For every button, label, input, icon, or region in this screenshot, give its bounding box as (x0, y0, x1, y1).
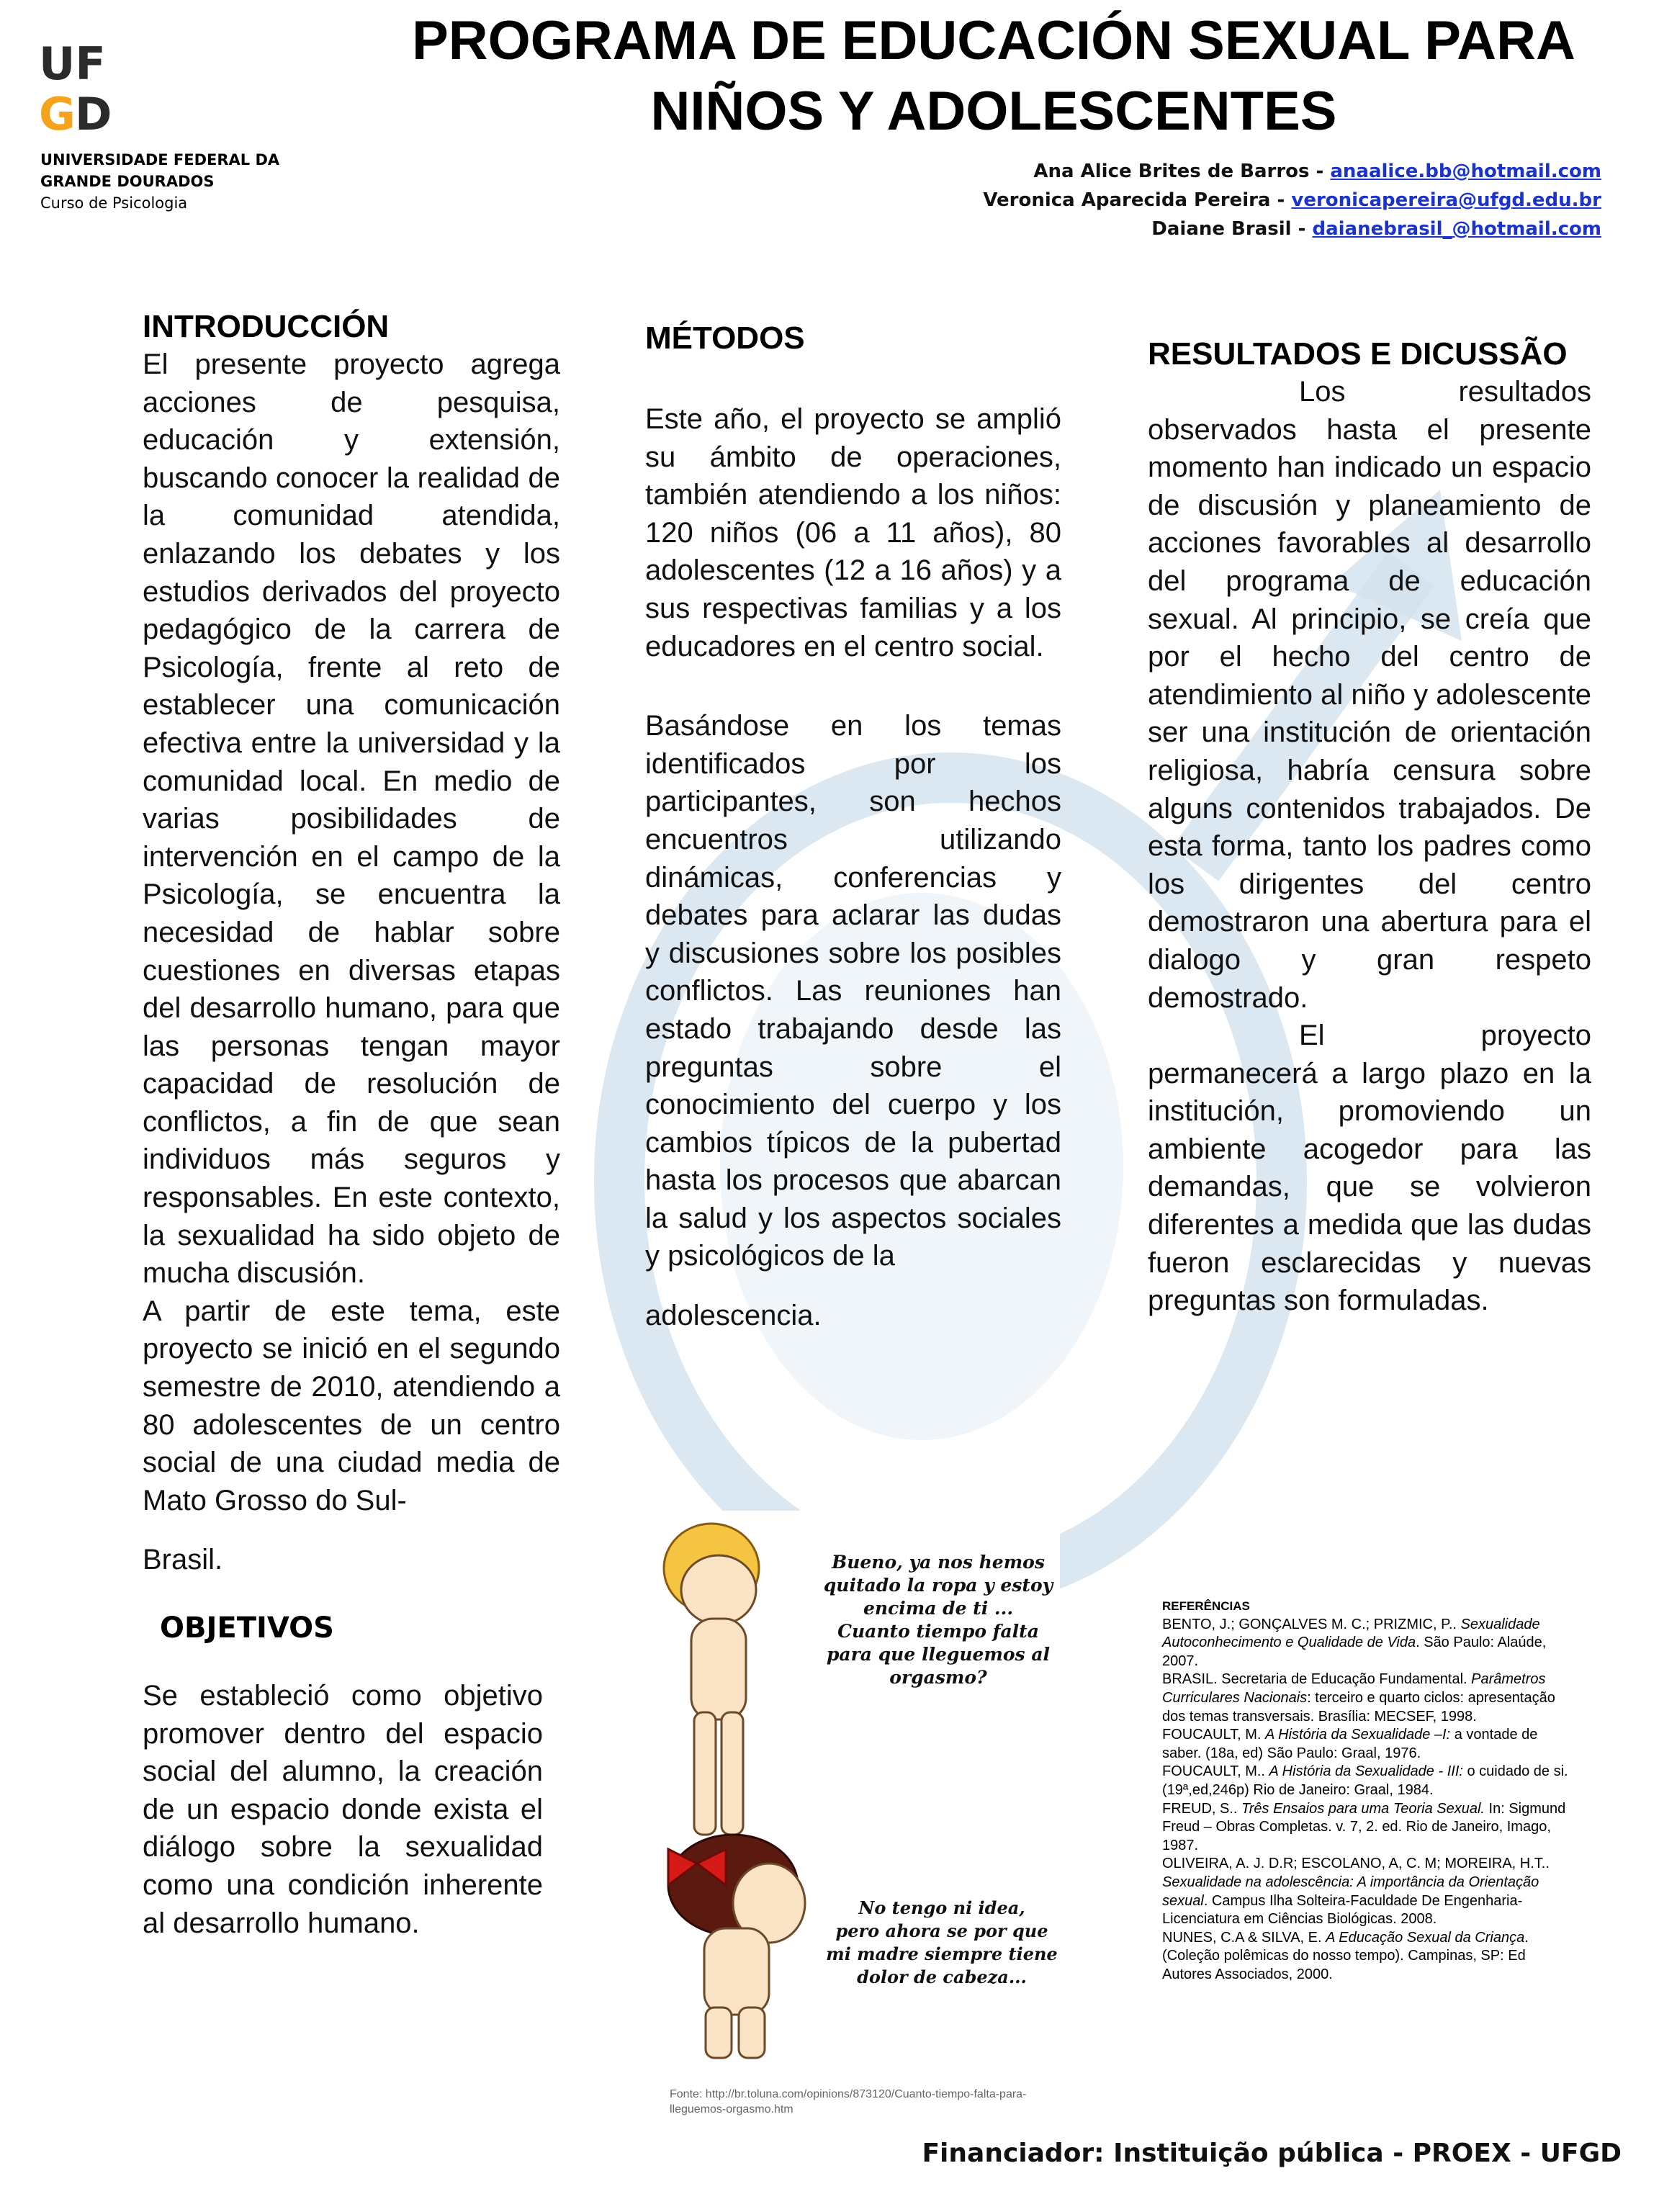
reference-item: OLIVEIRA, A. J. D.R; ESCOLANO, A, C. M; MOREIRA, H.T.. Sexualidade na adolescência: A importância da Orientação sexual. Campus Ilha Solteira-Faculdade De Engenharia- Licenciatura em Ciências Biológicas. 2008. (1162, 1856, 1550, 1928)
bubble1-line: para que lleguemos al (826, 1644, 1051, 1665)
author-row (983, 186, 1601, 215)
column-left (143, 308, 560, 1942)
author-name: Ana Alice Brites de Barros - (1033, 161, 1331, 182)
funder-note: Financiador: Instituição pública - PROEX - UFGD (922, 2139, 1622, 2168)
resultados-paragraph: Los resultados observados hasta el presente momento han indicado un espacio de discusión y planeamiento de acciones favorables al desarrollo del programa de educación sexual. Al principio, se creía que por el hecho del centro de atendimiento al niño y adolescente ser una institución de orientación religiosa, habría censura sobre alguns contenidos trabajados. De esta forma, tanto los padres como los dirigentes del centro demostraron una abertura para el dialogo y gran respeto demostrado. (1148, 376, 1591, 1014)
reference-item: FOUCAULT, M. A História da Sexualidade –I: a vontade de saber. (18a, ed) São Paulo: Graal, 1976. (1162, 1727, 1538, 1761)
metodos-paragraph: Este año, el proyecto se amplió su ámbito de operaciones, también atendiendo a los niños: 120 niños (06 a 11 años), 80 adolescentes (12 a 16 años) y a sus respectivas familias y a los educadores en el centro social. (645, 403, 1061, 662)
introduccion-paragraph: Brasil. (143, 1544, 223, 1576)
introduccion-heading: INTRODUCCIÓN (143, 309, 390, 344)
title-line1: PROGRAMA DE EDUCACIÓN SEXUAL PARA (412, 10, 1575, 71)
author-name: Daiane Brasil - (1151, 218, 1313, 240)
objetivos-heading: OBJETIVOS (160, 1611, 334, 1645)
metodos-paragraph: Basándose en los temas identificados por los participantes, son hechos encuentros utilizando dinámicas, conferencias y debates para aclarar las dudas y discusiones sobre los posibles conflictos. Las reuniones han estado trabajando desde las preguntas sobre el conocimiento del cuerpo y los cambios típicos de la pubertad hasta los procesos que abarcan la salud y los aspectos sociales y psicológicos de la (645, 710, 1061, 1272)
university-line1: UNIVERSIDADE FEDERAL DA (40, 151, 280, 168)
references-block (1162, 1597, 1578, 1984)
logo-g-text: G (39, 88, 76, 135)
bubble1-line: orgasmo? (889, 1667, 987, 1688)
author-name: Veronica Aparecida Pereira - (983, 189, 1292, 211)
reference-item: FOUCAULT, M.. A História da Sexualidade - III: o cuidado de si. (19ª,ed,246p) Rio de Janeiro: Graal, 1984. (1162, 1763, 1568, 1798)
image-credit: Fonte: http://br.toluna.com/opinions/873120/Cuanto-tiempo-falta-para-lleguemos-orgasmo.htm (670, 2088, 1027, 2116)
resultados-heading: RESULTADOS E DICUSSÃO (1148, 336, 1568, 372)
bubble1-line: Cuanto tiempo falta (837, 1621, 1039, 1642)
logo-top-text: UF (39, 37, 106, 90)
reference-item: BENTO, J.; GONÇALVES M. C.; PRIZMIC, P.. Sexualidade Autoconhecimento e Qualidade de Vida. São Paulo: Alaúde, 2007. (1162, 1616, 1547, 1669)
poster-title (360, 6, 1627, 147)
bubble1-line: Bueno, ya nos hemos (832, 1552, 1045, 1573)
reference-item: NUNES, C.A & SILVA, E. A Educação Sexual da Criança. (Coleção polêmicas do nosso tempo). Campinas, SP: Ed Autores Associados, 2000. (1162, 1929, 1529, 1982)
introduccion-paragraph: El presente proyecto agrega acciones de pesquisa, educación y extensión, buscando conocer la realidad de la comunidad atendida, enlazando los debates y los estudios derivados del proyecto pedagógico de la carrera de Psicología, frente al reto de establecer una comunicación efectiva entre la universidad y la comunidad local. En medio de varias posibilidades de intervención en el campo de la Psicología, se encuentra la necesidad de hablar sobre cuestiones en diversas etapas del desarrollo humano, para que las personas tengan mayor capacidad de resolución de conflictos, a fin de que sean individuos más seguros y responsables. En este contexto, la sexualidad ha sido objeto de mucha discusión. (143, 349, 560, 1290)
author-email-link[interactable]: daianebrasil_@hotmail.com (1312, 218, 1601, 240)
metodos-heading: MÉTODOS (645, 320, 805, 356)
bubble2-line: dolor de cabeza... (857, 1966, 1027, 1987)
bubble1-line: encima de ti ... (863, 1598, 1014, 1619)
bubble2-line: pero ahora se por que (835, 1920, 1048, 1941)
metodos-paragraph: adolescencia. (645, 1300, 822, 1332)
ufgd-logo (37, 37, 117, 135)
author-row (983, 215, 1601, 243)
university-line2: GRANDE DOURADOS (40, 173, 215, 190)
bubble2-line: mi madre siempre tiene (826, 1943, 1058, 1964)
column-middle (645, 320, 1061, 1335)
author-email-link[interactable]: veronicapereira@ufgd.edu.br (1291, 189, 1601, 211)
course-name: Curso de Psicologia (40, 194, 188, 212)
reference-item: BRASIL. Secretaria de Educação Fundamental. Parâmetros Curriculares Nacionais: terceiro e quarto ciclos: apresentação dos temas transversais. Brasília: MECSEF, 1998. (1162, 1671, 1555, 1725)
objetivos-paragraph: Se estableció como objetivo promover dentro del espacio social del alumno, la creación de un espacio donde exista el diálogo sobre la sexualidad como una condición inherente al desarrollo humano. (143, 1680, 543, 1939)
resultados-paragraph: El proyecto permanecerá a largo plazo en la institución, promoviendo un ambiente acogedor para las demandas, que se volvieron diferentes a medida que las dudas fueron esclarecidas y nuevas preguntas son formuladas. (1148, 1020, 1591, 1317)
logo-d-text: D (75, 88, 112, 135)
title-line2: NIÑOS Y ADOLESCENTES (650, 81, 1337, 142)
author-email-link[interactable]: anaalice.bb@hotmail.com (1330, 161, 1601, 182)
author-row (983, 157, 1601, 186)
introduccion-paragraph: A partir de este tema, este proyecto se inició en el segundo semestre de 2010, atendiendo a 80 adolescentes de un centro social de una ciudad media de Mato Grosso do Sul- (143, 1295, 560, 1516)
authors-block (983, 157, 1601, 243)
kid-head-shape (681, 1555, 756, 1624)
kid-body-shape (691, 1619, 746, 1719)
bubble2-line: No tengo ni idea, (858, 1897, 1025, 1918)
university-block (40, 149, 279, 214)
column-right (1148, 336, 1591, 1320)
reference-item: FREUD, S.. Três Ensaios para uma Teoria Sexual. In: Sigmund Freud – Obras Completas. v. 7, 2. ed. Rio de Janeiro, Imago, 1987. (1162, 1800, 1566, 1853)
cartoon-illustration (625, 1511, 1060, 2067)
bubble1-line: quitado la ropa y estoy (823, 1575, 1053, 1596)
references-heading: REFERÊNCIAS (1162, 1599, 1250, 1613)
